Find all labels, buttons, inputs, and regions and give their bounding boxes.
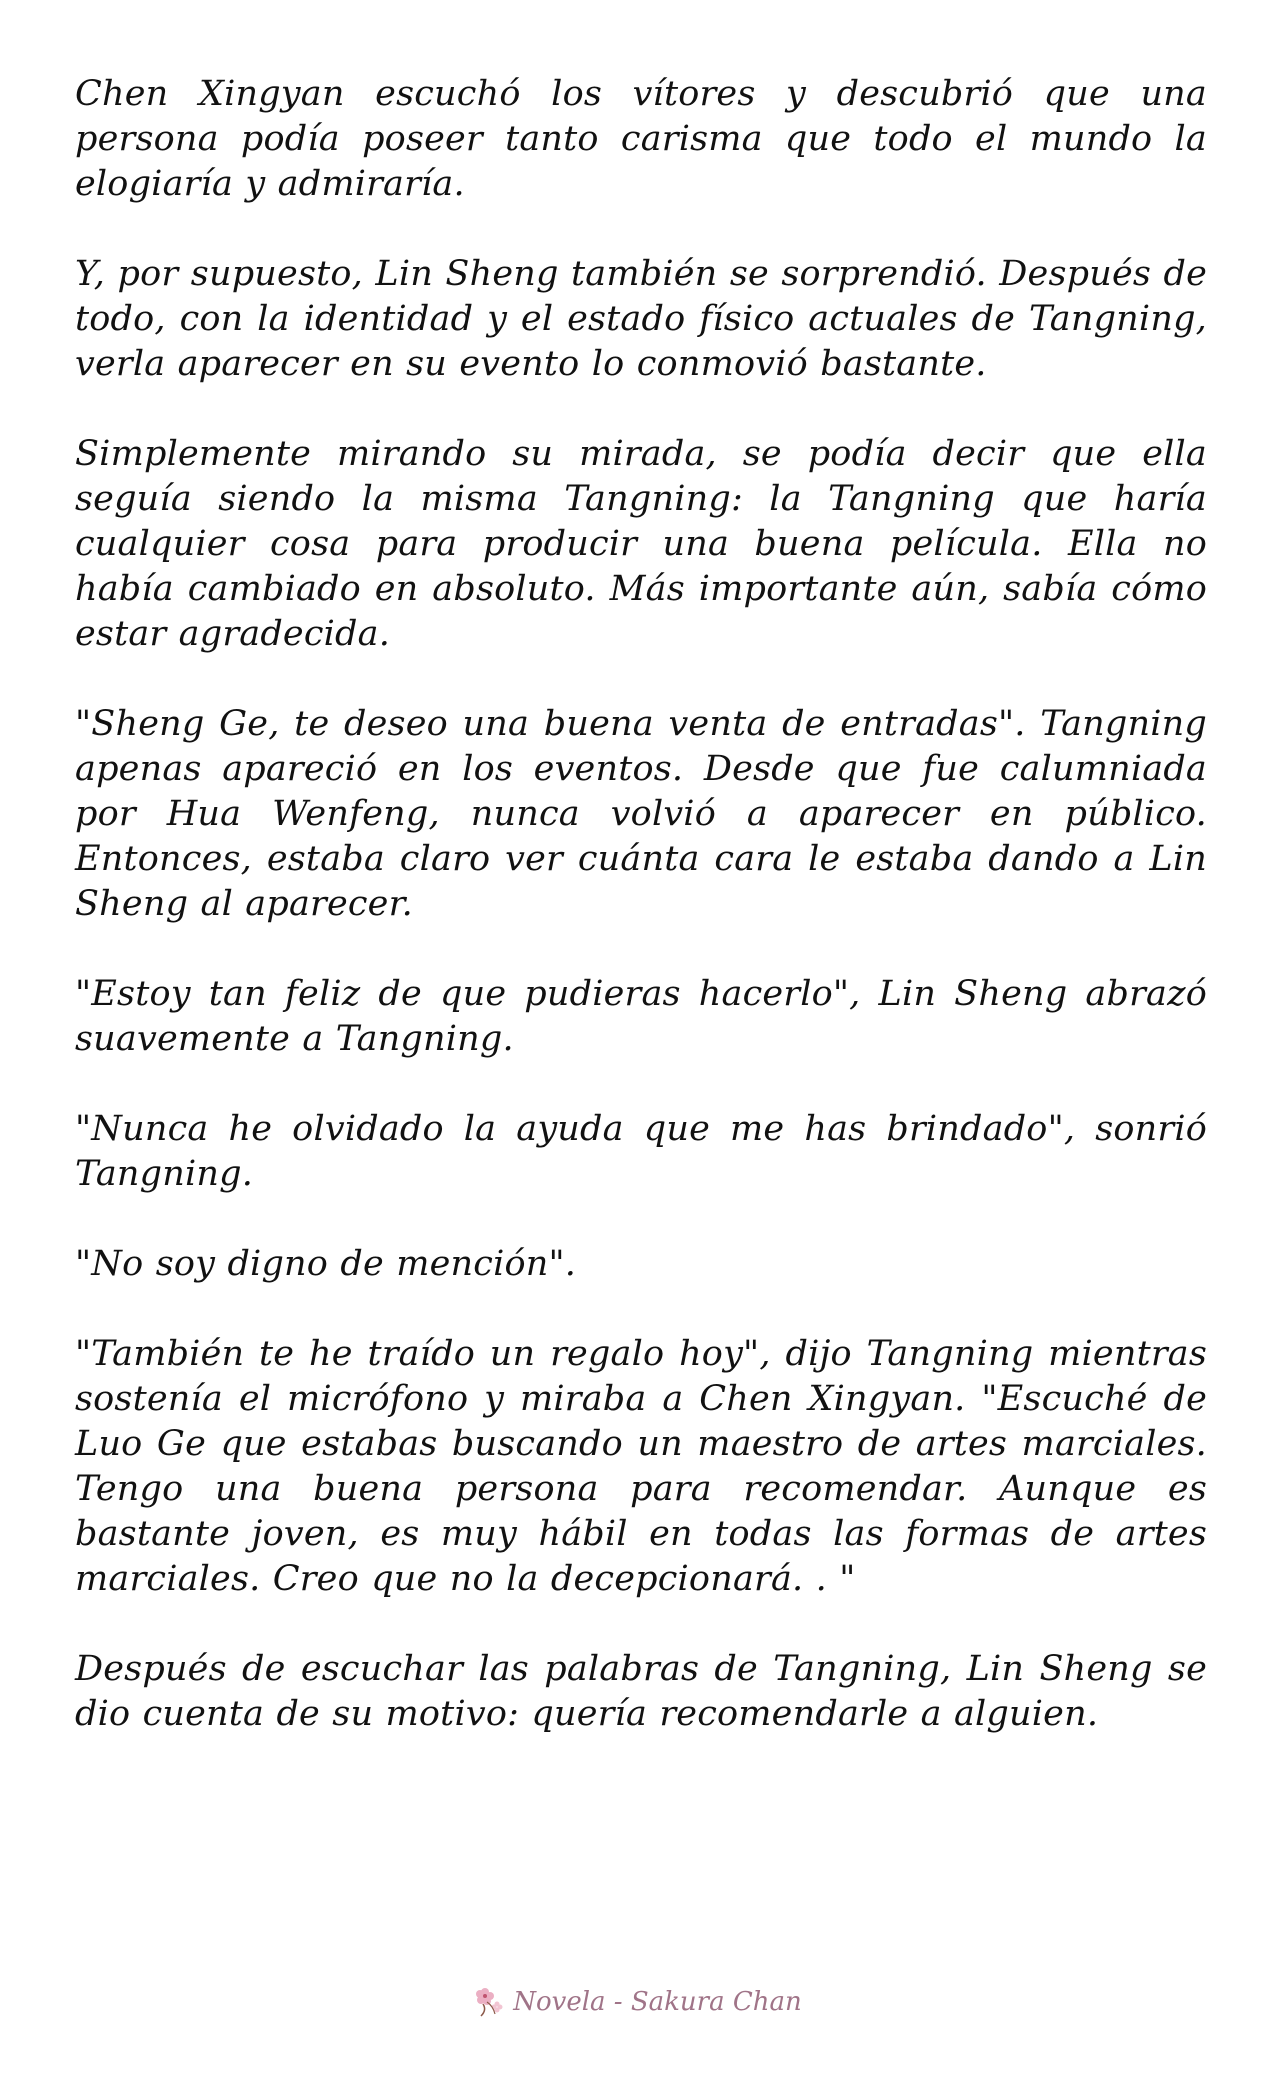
document-body: [75, 72, 1207, 1782]
paragraph-9: Después de escuchar las palabras de Tangning, Lin Sheng se dio cuenta de su motivo: quería recomendarle a alguien.: [75, 1649, 1207, 1734]
footer-text: Novela - Sakura Chan: [513, 1987, 802, 2017]
paragraph-6: "Nunca he olvidado la ayuda que me has brindado", sonrió Tangning.: [75, 1109, 1207, 1194]
paragraph-8: "También te he traído un regalo hoy", dijo Tangning mientras sostenía el micrófono y miraba a Chen Xingyan. "Escuché de Luo Ge que estabas buscando un maestro de artes marciales. Tengo una buena persona para recomendar. Aunque es bastante joven, es muy hábil en todas las formas de artes marciales. Creo que no la decepcionará. . ": [75, 1334, 1207, 1599]
paragraph-7: "No soy digno de mención".: [75, 1244, 577, 1284]
paragraph-4: "Sheng Ge, te deseo una buena venta de entradas". Tangning apenas apareció en los eventos. Desde que fue calumniada por Hua Wenfeng, nunca volvió a aparecer en público. Entonces, estaba claro ver cuánta cara le estaba dando a Lin Sheng al aparecer.: [75, 704, 1207, 924]
paragraph-3: Simplemente mirando su mirada, se podía decir que ella seguía siendo la misma Tangning: la Tangning que haría cualquier cosa para producir una buena película. Ella no había cambiado en absoluto. Más importante aún, sabía cómo estar agradecida.: [75, 434, 1207, 654]
footer-watermark: [0, 1984, 1275, 2020]
sakura-flower-icon: [473, 1984, 509, 2020]
paragraph-2: Y, por supuesto, Lin Sheng también se sorprendió. Después de todo, con la identidad y el estado físico actuales de Tangning, verla aparecer en su evento lo conmovió bastante.: [75, 254, 1207, 384]
paragraph-1: Chen Xingyan escuchó los vítores y descubrió que una persona podía poseer tanto carisma que todo el mundo la elogiaría y admiraría.: [75, 74, 1207, 204]
paragraph-5: "Estoy tan feliz de que pudieras hacerlo", Lin Sheng abrazó suavemente a Tangning.: [75, 974, 1207, 1059]
